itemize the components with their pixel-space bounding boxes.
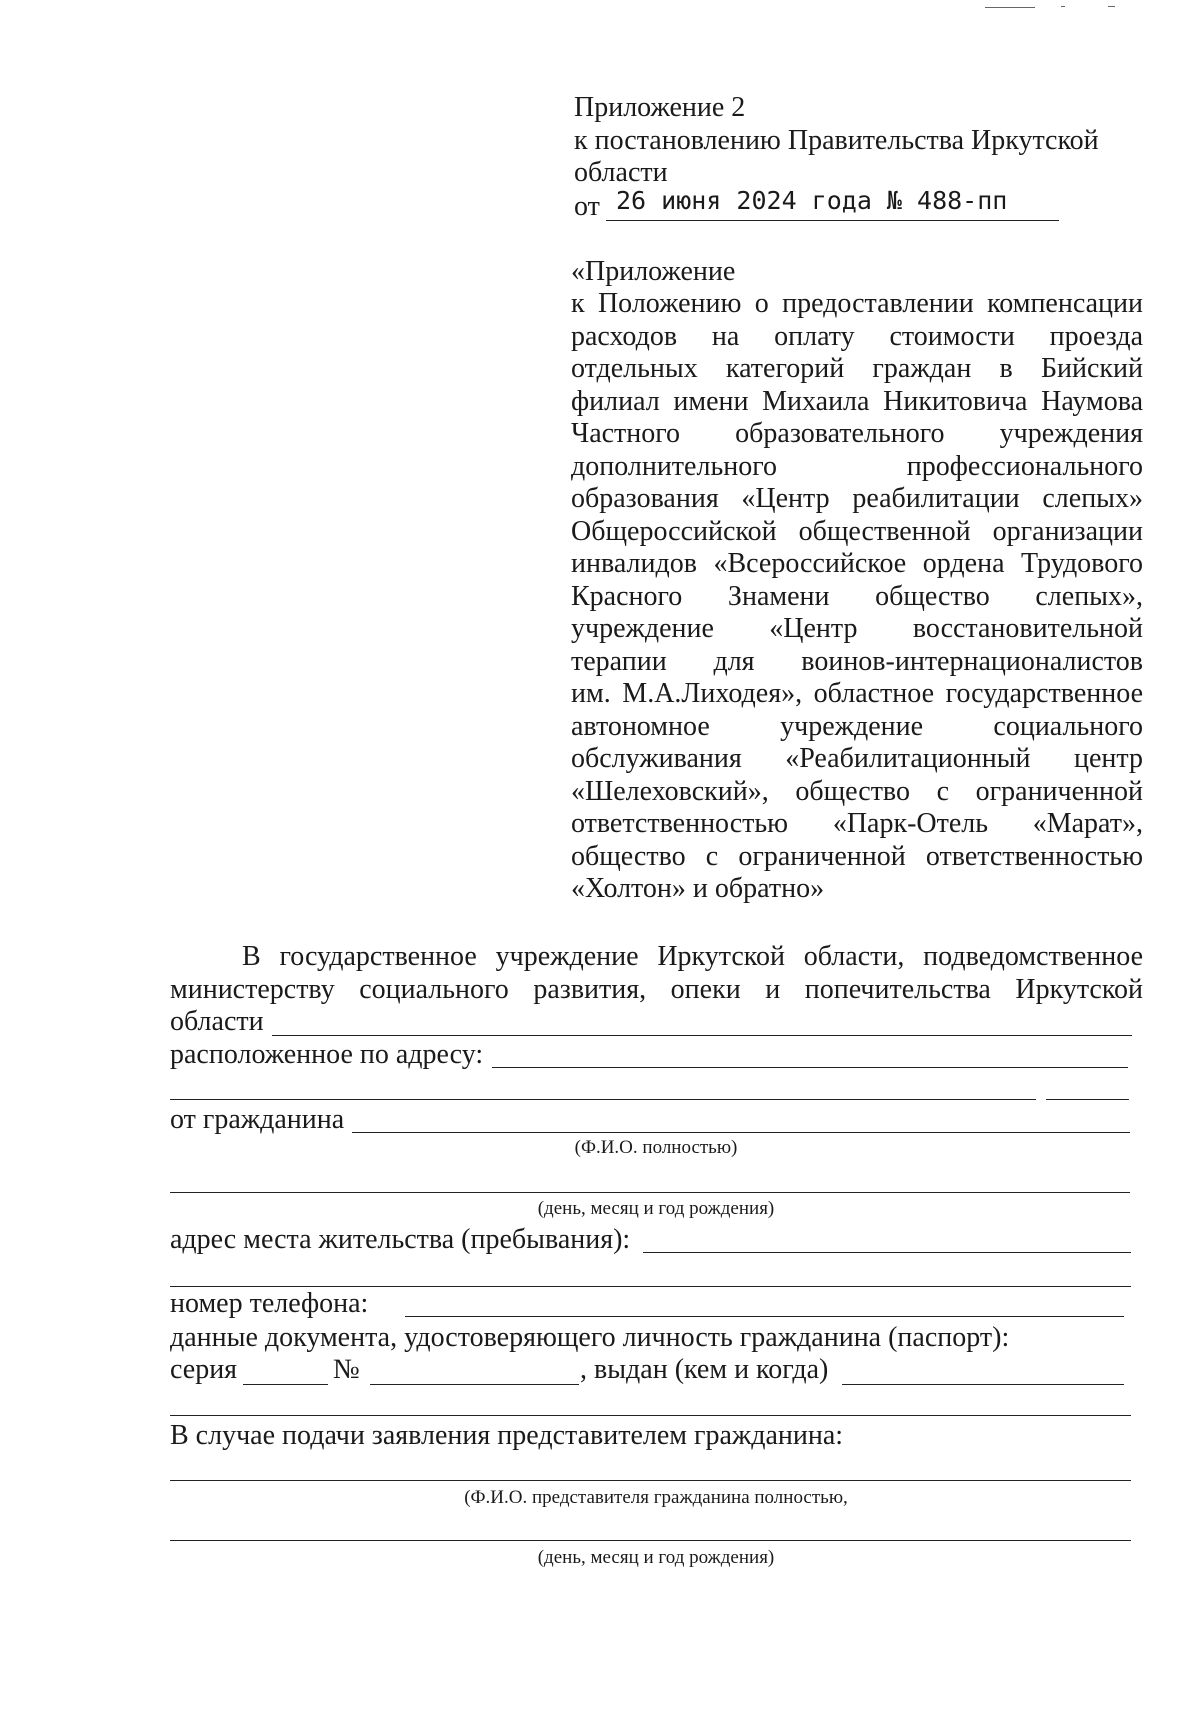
residence-label: адрес места жительства (пребывания): <box>170 1224 631 1255</box>
rep-fio-caption: (Ф.И.О. представителя гражданина полностью, <box>464 1487 848 1508</box>
phone-label: номер телефона: <box>170 1288 369 1319</box>
issued-field[interactable] <box>842 1384 1124 1385</box>
appendix-line: отдельных категорий граждан в Бийский <box>571 353 1143 384</box>
address-field[interactable] <box>492 1067 1128 1068</box>
series-field[interactable] <box>243 1384 328 1385</box>
issued-field-continued[interactable] <box>170 1415 1131 1416</box>
appendix-line: Общероссийской общественной организации <box>571 515 1143 547</box>
representative-label: В случае подачи заявления представителем гражданина: <box>170 1420 844 1451</box>
citizen-dob-field[interactable] <box>170 1192 1130 1193</box>
address-field-continued-end[interactable] <box>1046 1099 1129 1100</box>
form-intro <box>170 941 1143 1006</box>
form-intro-line: В государственное учреждение Иркутской области, подведомственное <box>242 941 1143 972</box>
number-label: № <box>333 1354 360 1385</box>
dob-caption: (день, месяц и год рождения) <box>537 1198 775 1219</box>
header-line-1: Приложение 2 <box>574 92 746 123</box>
header-date-prefix: от <box>574 191 600 222</box>
appendix-line: Частного образовательного учреждения <box>571 418 1143 449</box>
form-intro-line: министерству социального развития, опеки и попечительства Иркутской <box>170 973 1143 1005</box>
appendix-line: автономное учреждение социального <box>571 710 1143 742</box>
appendix-line: филиал имени Михаила Никитовича Наумова <box>571 385 1143 417</box>
appendix-line: обслуживания «Реабилитационный центр <box>571 743 1143 774</box>
appendix-line: учреждение «Центр восстановительной <box>571 613 1143 644</box>
scan-mark <box>985 7 1035 8</box>
document-label: данные документа, удостоверяющего личность гражданина (паспорт): <box>170 1322 1010 1353</box>
address-field-continued[interactable] <box>170 1099 1036 1100</box>
appendix-line: им. М.А.Лиходея», областное государственное <box>571 678 1143 709</box>
rep-dob-caption: (день, месяц и год рождения) <box>537 1547 775 1568</box>
citizen-label: от гражданина <box>170 1104 345 1135</box>
appendix-line: «Холтон» и обратно» <box>571 873 825 904</box>
appendix-line: Красного Знамени общество слепых», <box>571 580 1143 612</box>
appendix-line: образования «Центр реабилитации слепых» <box>571 483 1143 514</box>
scan-mark <box>1108 6 1115 7</box>
header-date-value: 26 июня 2024 года № 488-пп <box>616 186 1008 215</box>
fio-caption: (Ф.И.О. полностью) <box>574 1137 738 1158</box>
appendix-line: инвалидов «Всероссийское ордена Трудового <box>571 548 1143 579</box>
appendix-line: расходов на оплату стоимости проезда <box>571 320 1143 352</box>
issued-label: , выдан (кем и когда) <box>580 1354 829 1385</box>
appendix-line: «Шелеховский», общество с ограниченной <box>571 775 1143 807</box>
appendix-text <box>571 288 1143 906</box>
residence-field-continued[interactable] <box>170 1286 1131 1287</box>
residence-field[interactable] <box>643 1252 1131 1253</box>
citizen-fio-field[interactable] <box>352 1132 1130 1133</box>
header-date-underline <box>606 220 1059 221</box>
appendix-line: общество с ограниченной ответственностью <box>571 840 1143 872</box>
appendix-line: к Положению о предоставлении компенсации <box>571 288 1143 319</box>
address-label: расположенное по адресу: <box>170 1039 484 1070</box>
appendix-line: терапии для воинов-интернационалистов <box>571 645 1143 677</box>
institution-field[interactable] <box>272 1035 1132 1036</box>
form-intro-line: области <box>170 1006 264 1037</box>
appendix-line: ответственностью «Парк-Отель «Марат», <box>571 808 1143 839</box>
series-label: серия <box>170 1354 238 1385</box>
representative-fio-field[interactable] <box>170 1480 1131 1481</box>
appendix-title: «Приложение <box>571 256 736 287</box>
header-line-3: области <box>574 157 668 188</box>
phone-field[interactable] <box>405 1316 1124 1317</box>
appendix-line: дополнительного профессионального <box>571 450 1143 482</box>
representative-dob-field[interactable] <box>170 1540 1131 1541</box>
header-line-2: к постановлению Правительства Иркутской <box>574 125 1099 156</box>
scan-mark <box>1061 6 1065 7</box>
number-field[interactable] <box>370 1384 579 1385</box>
